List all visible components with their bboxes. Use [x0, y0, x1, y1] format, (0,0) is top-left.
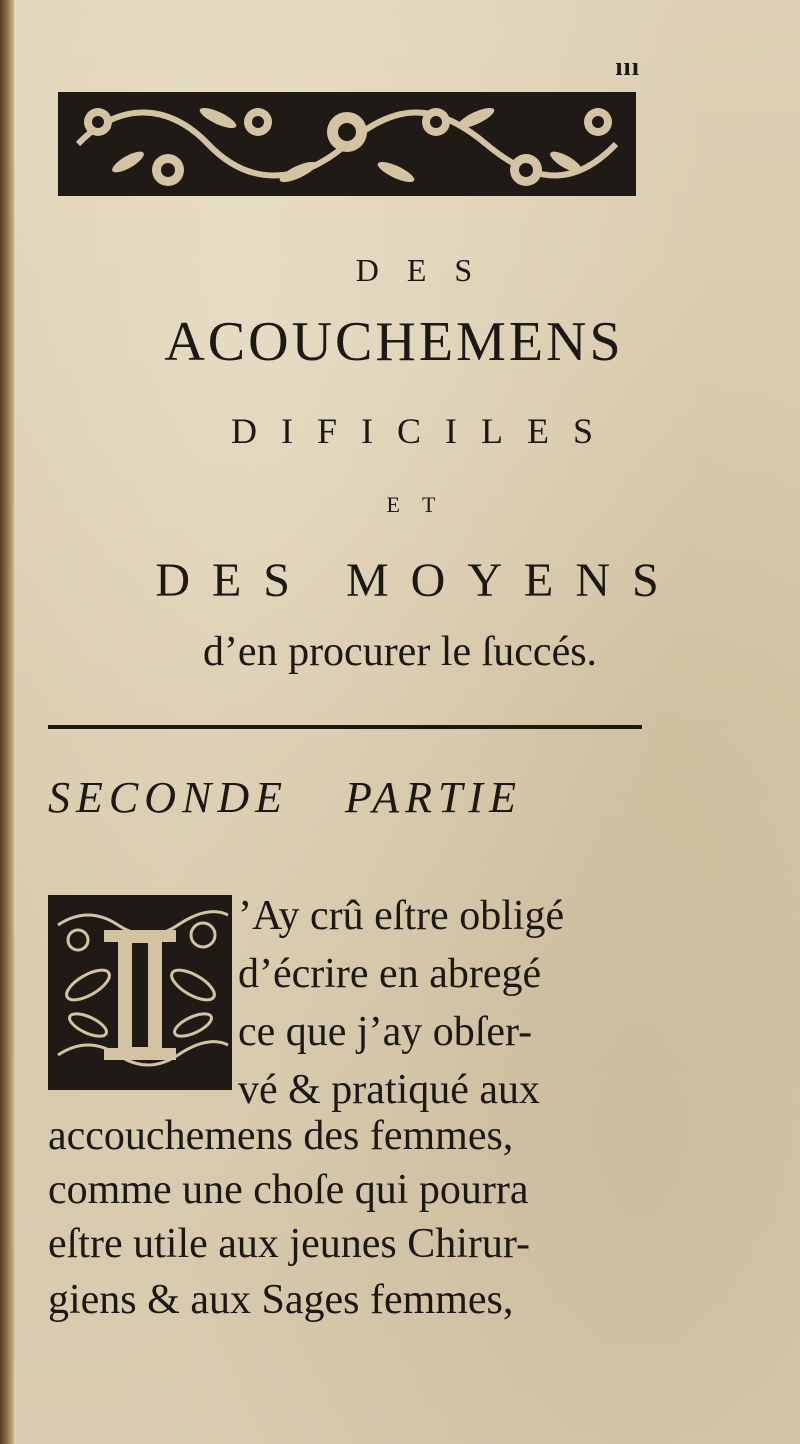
body-text-line: eſtre utile aux jeunes Chirur- — [48, 1221, 530, 1267]
body-text-line: giens & aux Sages femmes, — [48, 1277, 514, 1323]
decorated-initial — [48, 895, 232, 1090]
title-line-acouchemens: ACOUCHEMENS — [164, 311, 624, 373]
title-line-des: DES — [355, 252, 501, 288]
body-text-line: ’Ay crû eſtre obligé — [238, 893, 565, 939]
body-text-line: d’écrire en abregé — [238, 951, 542, 997]
title-line-dificiles: DIFICILES — [231, 411, 617, 451]
page-number: ııı — [615, 52, 640, 81]
body-text-line: vé & pratiqué aux — [238, 1067, 541, 1113]
title-line-procurer: d’en procurer le ſuccés. — [202, 629, 598, 675]
body-text-line: comme une choſe qui pourra — [48, 1167, 529, 1213]
title-line-et: ET — [386, 492, 458, 517]
title-line-des-moyens: DES MOYENS — [155, 554, 681, 607]
part-heading: SECONDE PARTIE — [48, 773, 522, 822]
body-text-line: ce que j’ay obſer- — [238, 1009, 533, 1055]
ornamental-headpiece — [58, 92, 636, 196]
body-text-line: accouchemens des femmes, — [48, 1113, 514, 1159]
horizontal-rule — [48, 725, 642, 729]
book-binding-edge — [0, 0, 14, 1444]
